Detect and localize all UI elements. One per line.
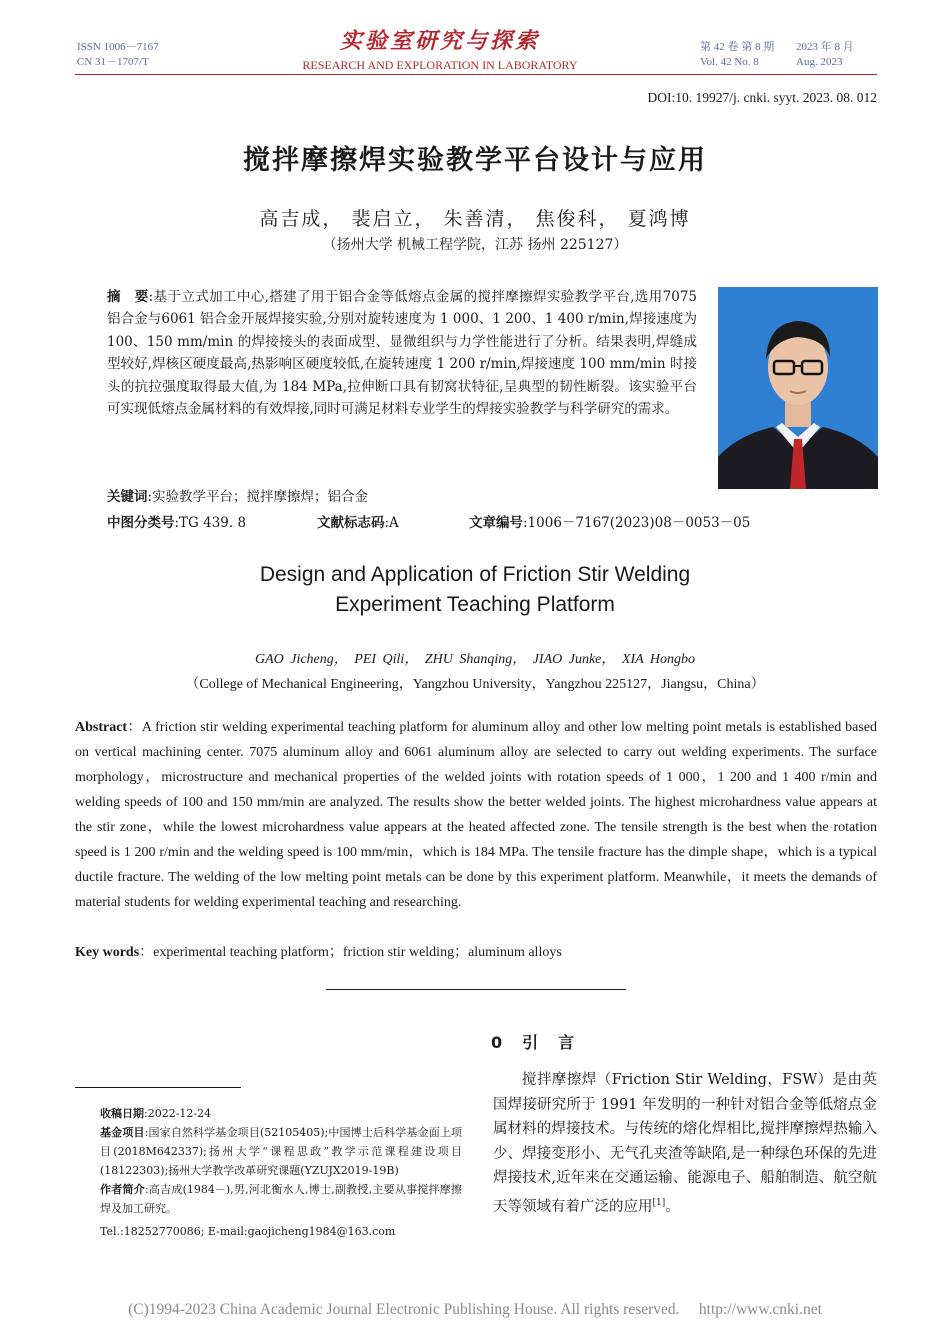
section-divider [326, 989, 626, 990]
classification-line [107, 511, 807, 531]
keywords-cn-label: 关键词 [107, 489, 148, 505]
volume-en: Vol. 42 No. 8 [700, 56, 759, 68]
keywords-en-text: ：experimental teaching platform；friction stir welding；aluminum alloys [139, 945, 562, 960]
keywords-en [75, 941, 562, 961]
footnote-fund [100, 1123, 462, 1180]
issn-text: ISSN 1006－7167 [77, 41, 159, 53]
footnote-author [100, 1180, 462, 1218]
journal-issn-block [77, 40, 159, 70]
date-en: Aug. 2023 [796, 56, 843, 68]
clc-label: 中图分类号 [107, 515, 175, 531]
affiliation-en: （College of Mechanical Engineering，Yangzhou University，Yangzhou 225127，Jiangsu，China） [185, 677, 765, 692]
journal-name-en: RESEARCH AND EXPLORATION IN LABORATORY [302, 58, 578, 72]
abstract-cn-label: 摘 要 [107, 289, 149, 305]
keywords-cn [107, 485, 368, 505]
title-en-line-2: Experiment Teaching Platform [335, 593, 615, 616]
footnote-contact [100, 1222, 462, 1241]
intro-text: 搅拌摩擦焊（Friction Stir Welding，FSW）是由英国焊接研究所于 1991 年发明的一种针对铝合金等低熔点金属材料的焊接技术。与传统的熔化焊相比,搅拌摩擦焊热输入少、焊接变形小、无气孔夹渣等缺陷,是一种绿色环保的先进焊接技术,近年来在交通运输、能源电子、船舶制造、航空航天等领域有着广泛的应用 [493, 1072, 877, 1215]
abstract-en [75, 715, 877, 915]
contact-text: Tel.:18252770086; E-mail:gaojicheng1984@163.com [100, 1225, 396, 1238]
article-title-cn: 搅拌摩擦焊实验教学平台设计与应用 [243, 145, 707, 176]
intro-paragraph [493, 1068, 877, 1219]
affiliation-cn: （扬州大学 机械工程学院，江苏 扬州 225127） [322, 237, 628, 253]
journal-name-cn: 实验室研究与探索 [339, 28, 540, 54]
doi-text: DOI:10. 19927/j. cnki. syyt. 2023. 08. 012 [647, 90, 877, 105]
abstract-en-text: ：A friction stir welding experimental teaching platform for aluminum alloy and other low melting point metals is established based on vertical machining center. 7075 aluminum alloy and 6061 aluminum alloy are selected to carry out welding experiments. The surface morphology，microstructure and mechanical properties of the welded joints with rotation speeds of 1 000，1 200 and 1 400 r/min and welding speeds of 100 and 150 mm/min are analyzed. The results show the better welded joints. The highest microhardness value appears at the stir zone，while the lowest microhardness value appears at the heated affected zone. The tensile strength is the best when the rotation speed is 1 200 r/min and the welding speed is 100 mm/min，which is 184 MPa. The tensile fracture has the dimple shape，which is a typical ductile fracture. The welding of the low melting point metals can be done by this experiment platform. Meanwhile，it meets the demands of material students for welding experimental teaching and researching. [75, 720, 877, 910]
journal-masthead [275, 28, 605, 73]
abstract-cn [107, 286, 697, 420]
received-label: 收稿日期 [100, 1107, 144, 1120]
volume-cn: 第 42 卷 第 8 期 [700, 41, 775, 53]
section-heading: 0 引 言 [491, 1033, 577, 1052]
received-date: :2022-12-24 [144, 1107, 212, 1120]
authors-cn: 高吉成， 裴启立， 朱善清， 焦俊科， 夏鸿博 [259, 208, 691, 230]
authors-en: GAO Jicheng， PEI Qili， ZHU Shanqing， JIAO Junke， XIA Hongbo [254, 652, 696, 667]
journal-issue-block [700, 40, 890, 70]
doc-code-value: :A [384, 515, 399, 531]
author-bio-text: :高吉成(1984－),男,河北衡水人,博士,副教授,主要从事搅拌摩擦焊及加工研究。 [100, 1183, 463, 1215]
date-cn: 2023 年 8 月 [796, 41, 854, 53]
keywords-cn-text: :实验教学平台；搅拌摩擦焊；铝合金 [147, 489, 369, 505]
doc-code-label: 文献标志码 [317, 515, 385, 531]
fund-text: :国家自然科学基金项目(52105405);中国博士后科学基金面上项目(2018M642337);扬州大学“课程思政”教学示范课程建设项目(18122303);扬州大学教学改革研究课题(YZUJX2019-19B) [100, 1126, 463, 1177]
clc-value: :TG 439. 8 [174, 515, 247, 531]
footnote-divider [75, 1087, 241, 1088]
title-en-line-1: Design and Application of Friction Stir Welding [259, 563, 691, 586]
author-bio-label: 作者简介 [100, 1183, 145, 1196]
citation-ref[interactable]: [1] [652, 1197, 666, 1208]
header-divider [75, 74, 877, 75]
cn-text: CN 31－1707/T [77, 56, 149, 68]
article-title-en [0, 560, 950, 620]
footnotes [100, 1104, 462, 1241]
footnote-received [100, 1104, 462, 1123]
copyright-footer: (C)1994-2023 China Academic Journal Electronic Publishing House. All rights reserved. http://www.cnki.net [128, 1301, 822, 1318]
intro-end: 。 [665, 1198, 680, 1215]
article-number-label: 文章编号 [469, 515, 523, 531]
abstract-en-label: Abstract [75, 720, 128, 735]
fund-label: 基金项目 [100, 1126, 145, 1139]
abstract-cn-text: :基于立式加工中心,搭建了用于铝合金等低熔点金属的搅拌摩擦焊实验教学平台,选用7075 铝合金与6061 铝合金开展焊接实验,分别对旋转速度为 1 000、1 200、1 400 r/min,焊接速度为 100、150 mm/min 的焊接接头的表面成型、显微组织与力学性能进行了分析。结果表明,焊缝成型较好,焊核区硬度最高,热影响区硬度较低,在旋转速度 1 200 r/min,焊接速度 100 mm/min 时接头的抗拉强度取得最大值,为 184 MPa,拉伸断口具有韧窝状特征,呈典型的韧性断裂。该实验平台可实现低熔点金属材料的有效焊接,同时可满足材料专业学生的焊接实验教学与科学研究的需求。 [107, 289, 697, 418]
article-number-value: :1006－7167(2023)08－0053－05 [523, 515, 751, 531]
author-portrait-icon [718, 287, 878, 489]
keywords-en-label: Key words [75, 945, 140, 960]
author-photo [718, 287, 878, 489]
